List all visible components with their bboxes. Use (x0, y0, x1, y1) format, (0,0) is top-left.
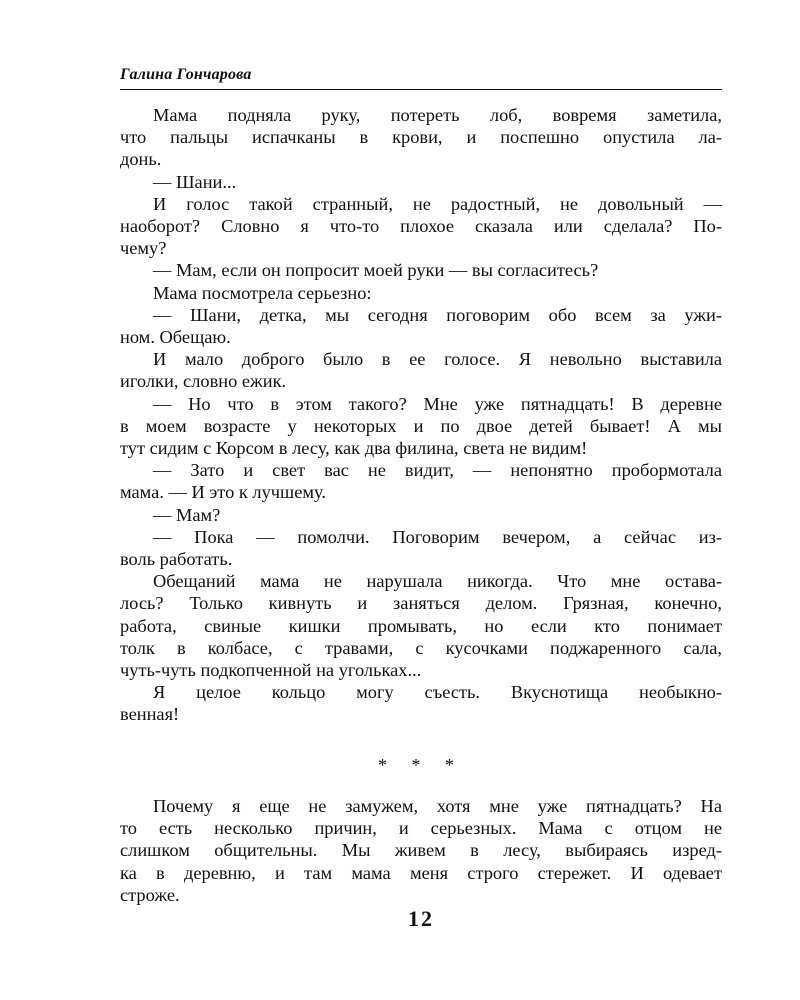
text-line: строже. (120, 884, 180, 905)
paragraph (120, 348, 722, 392)
text-line: ка в деревню, и там мама меня строго стережет. И одевает (120, 862, 722, 883)
paragraph (120, 795, 722, 906)
section-separator: * * * (378, 755, 464, 775)
text-line: Мама посмотрела серьезно: (153, 282, 372, 303)
text-line: слишком общительны. Мы живем в лесу, выбираясь изред- (120, 840, 722, 861)
text-line: — Зато и свет вас не видит, — непонятно пробормотала (153, 460, 722, 481)
paragraph (120, 526, 722, 570)
header-rule (120, 89, 722, 90)
text-line: толк в колбасе, с травами, с кусочками поджаренного сала, (120, 637, 722, 658)
paragraph (120, 504, 722, 526)
text-line: — Но что в этом такого? Мне уже пятнадцать! В деревне (153, 393, 722, 414)
text-line: работа, свиные кишки промывать, но если кто понимает (120, 615, 722, 636)
text-line: Я целое кольцо могу съесть. Вкуснотища необыкно- (153, 682, 722, 703)
paragraph (120, 259, 722, 281)
text-line: мама. — И это к лучшему. (120, 482, 326, 503)
paragraph (120, 171, 722, 193)
text-line: Почему я еще не замужем, хотя мне уже пятнадцать? На (153, 796, 722, 816)
paragraph (120, 282, 722, 304)
text-line: донь. (120, 149, 162, 170)
text-line: иголки, словно ежик. (120, 371, 287, 392)
text-line: Мама подняла руку, потереть лоб, вовремя заметила, (153, 105, 722, 125)
text-line: лось? Только кивнуть и заняться делом. Грязная, конечно, (120, 593, 722, 614)
paragraph (120, 393, 722, 460)
page-number: 12 (408, 906, 434, 931)
running-head: Галина Гончарова (120, 66, 252, 83)
text-line: И мало доброго было в ее голосе. Я невольно выставила (153, 349, 722, 370)
text-line: — Шани... (153, 171, 237, 192)
text-line: — Шани, детка, мы сегодня поговорим обо всем за ужи- (153, 304, 722, 325)
text-line: чему? (120, 238, 167, 259)
text-line: воль работать. (120, 549, 233, 570)
text-line: Обещаний мама не нарушала никогда. Что мне остава- (153, 571, 722, 592)
text-line: чуть-чуть подкопченной на угольках... (120, 660, 422, 681)
text-line: И голос такой странный, не радостный, не довольный — (153, 193, 722, 214)
text-line: — Мам, если он попросит моей руки — вы согласитесь? (153, 260, 599, 281)
text-line: наоборот? Словно я что-то плохое сказала или сделала? По- (120, 216, 722, 237)
paragraph (120, 459, 722, 503)
paragraph (120, 193, 722, 260)
text-line: то есть несколько причин, и серьезных. Мама с отцом не (120, 818, 722, 839)
paragraph (120, 104, 722, 171)
text-line: — Мам? (153, 504, 221, 525)
paragraph (120, 304, 722, 348)
text-line: венная! (120, 704, 180, 725)
body-text-continued (120, 795, 722, 906)
text-line: тут сидим с Корсом в лесу, как два филина, света не видим! (120, 438, 588, 459)
paragraph (120, 681, 722, 725)
text-line: в моем возрасте у некоторых и по двое детей бывает! А мы (120, 415, 722, 436)
text-line: что пальцы испачканы в крови, и поспешно опустила ла- (120, 127, 722, 148)
text-line: — Пока — помолчи. Поговорим вечером, а сейчас из- (153, 526, 722, 547)
paragraph (120, 570, 722, 681)
body-text (120, 104, 722, 726)
text-line: ном. Обещаю. (120, 327, 231, 348)
